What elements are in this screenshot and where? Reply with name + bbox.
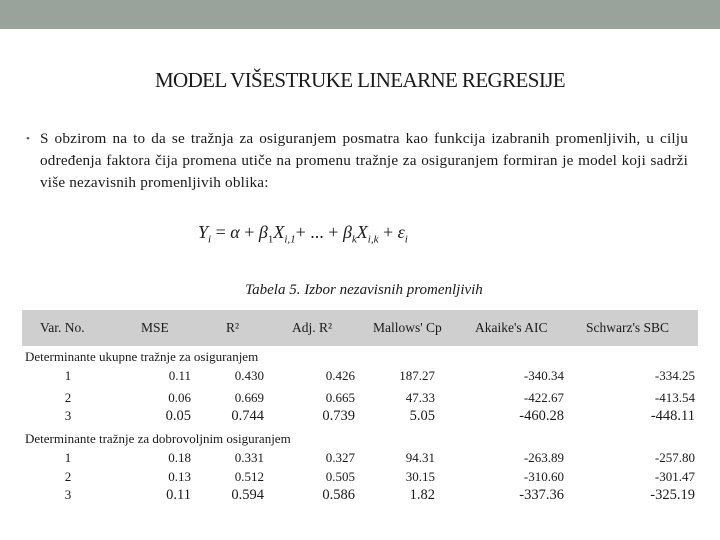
top-banner — [0, 0, 720, 29]
group1-row3-r2: 0.744 — [231, 408, 264, 424]
group2-row2-akaike-aic: -310.60 — [523, 469, 564, 484]
header-schwarz-sbc: Schwarz's SBC — [586, 320, 670, 335]
group1-row3-adj-r2: 0.739 — [322, 408, 355, 424]
group-label-voluntary-demand: Determinante tražnje za dobrovoljnim osiguranjem — [25, 431, 291, 446]
group1-row1-adj-r2: 0.426 — [325, 368, 355, 383]
group2-row2-r2: 0.512 — [234, 469, 264, 484]
group1-row2-r2: 0.669 — [234, 390, 264, 405]
header-mallows-cp: Mallows' Cp — [373, 320, 442, 335]
group2-row2-mse: 0.13 — [168, 469, 191, 484]
group1-row2-adj-r2: 0.665 — [325, 390, 355, 405]
group2-row3-adj-r2: 0.586 — [322, 487, 355, 503]
group-label-total-demand: Determinante ukupne tražnje za osiguranjem — [25, 349, 259, 364]
regression-formula: $Y_i = \alpha + \beta_1X_{i,1}+$ ... + $\beta_kX_{i,k} + \varepsilon_i$ — [198, 222, 408, 246]
group2-row2-mallows-cp: 30.15 — [405, 469, 435, 484]
group1-row1-schwarz-sbc: -334.25 — [654, 368, 695, 383]
group2-row2-adj-r2: 0.505 — [325, 469, 355, 484]
table-caption: Tabela 5. Izbor nezavisnih promenljivih — [245, 282, 483, 298]
group1-row3-akaike-aic: -460.28 — [519, 408, 564, 424]
group2-row3-akaike-aic: -337.36 — [519, 487, 564, 503]
group1-row2-mallows-cp: 47.33 — [405, 390, 435, 405]
bullet-icon: • — [26, 133, 30, 145]
group2-row1-akaike-aic: -263.89 — [523, 450, 564, 465]
group2-row1-adj-r2: 0.327 — [325, 450, 355, 465]
group2-row3-mse: 0.11 — [166, 487, 191, 503]
group1-row1-akaike-aic: -340.34 — [523, 368, 564, 383]
group1-row3-schwarz-sbc: -448.11 — [650, 408, 695, 424]
group2-row2-var-no: 2 — [64, 469, 72, 484]
group2-row1-var-no: 1 — [64, 450, 72, 465]
group1-row3-mallows-cp: 5.05 — [409, 408, 435, 424]
slide-title: MODEL VIŠESTRUKE LINEARNE REGRESIJE — [154, 68, 566, 92]
header-var-no: Var. No. — [40, 320, 85, 335]
group2-row1-schwarz-sbc: -257.80 — [654, 450, 695, 465]
group2-row3-schwarz-sbc: -325.19 — [650, 487, 695, 503]
group2-row3-var-no: 3 — [64, 487, 72, 502]
group2-row3-r2: 0.594 — [231, 487, 264, 503]
group1-row3-var-no: 3 — [64, 408, 72, 423]
group2-row1-mallows-cp: 94.31 — [405, 450, 435, 465]
group1-row3-mse: 0.05 — [165, 408, 191, 424]
group1-row2-mse: 0.06 — [168, 390, 191, 405]
group1-row1-var-no: 1 — [64, 368, 72, 383]
group1-row1-mse: 0.11 — [168, 368, 191, 383]
group1-row1-mallows-cp: 187.27 — [399, 368, 435, 383]
group2-row1-r2: 0.331 — [234, 450, 264, 465]
group2-row1-mse: 0.18 — [168, 450, 191, 465]
group2-row3-mallows-cp: 1.82 — [409, 487, 435, 503]
header-akaike-aic: Akaike's AIC — [475, 320, 548, 335]
group2-row2-schwarz-sbc: -301.47 — [654, 469, 695, 484]
header-r2: R² — [226, 320, 240, 335]
group1-row2-var-no: 2 — [64, 390, 72, 405]
body-paragraph: S obzirom na to da se tražnja za osiguranjem posmatra kao funkcija izabranih promenljivih, u cilju određenja faktora čija promena utiče na promenu tražnje za osiguranjem formiran je model koji sadrži više nezavisnih promenljivih oblika: — [40, 130, 688, 191]
header-adj-r2: Adj. R² — [292, 320, 333, 335]
header-mse: MSE — [141, 320, 169, 335]
group1-row1-r2: 0.430 — [234, 368, 264, 383]
group1-row2-schwarz-sbc: -413.54 — [654, 390, 695, 405]
group1-row2-akaike-aic: -422.67 — [523, 390, 564, 405]
